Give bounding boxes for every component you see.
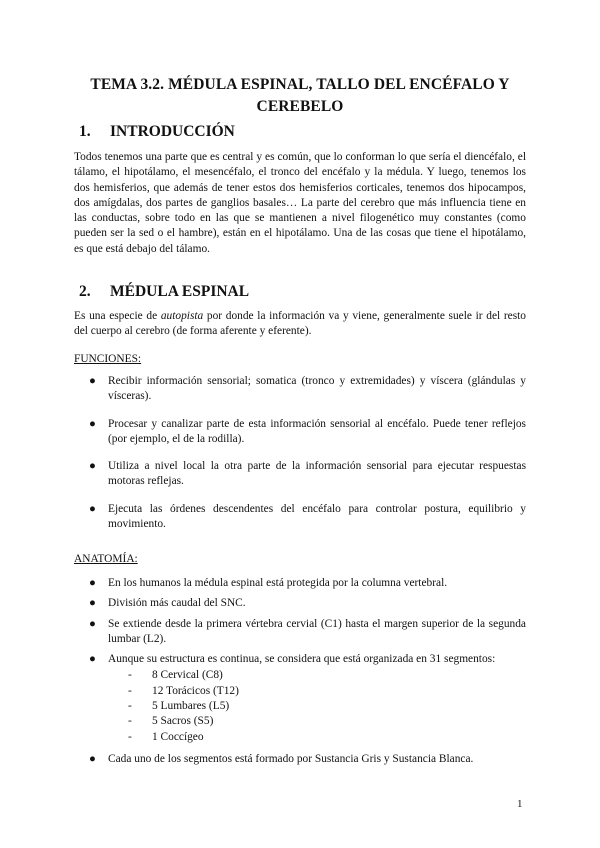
list-item <box>74 374 526 405</box>
dash-marker: - <box>128 684 132 697</box>
list-item-text: División más caudal del SNC. <box>108 597 246 610</box>
anatomia-label: ANATOMÍA: <box>74 553 138 565</box>
bullet-icon: ● <box>89 417 96 430</box>
list-item <box>74 502 526 533</box>
section-heading-text: MÉDULA ESPINAL <box>110 283 250 300</box>
section-number: 1. <box>79 123 91 140</box>
segment-text: 5 Lumbares (L5) <box>152 700 230 713</box>
intro-paragraph: Todos tenemos una parte que es central y es común, que lo conforman lo que sería el diencéfalo, el tálamo, el hipotálamo, el mesencéfalo, el tronco del encéfalo y la médula. Y luego, tenemos los dos hemisferios, que además de tener estos dos hemisferios corticales, tenemos dos hipocampos, dos amígdalas, dos partes de ganglios basales… La parte del cerebro que más influencia tiene en las conductas, sobre todo en las que se mantienen a nivel filogenético muy constantes (como pueden ser la sed o el hambre), están en el hipotálamo. Una de las cosas que tiene el hipotálamo, es que está debajo del tálamo. <box>74 151 526 255</box>
segment-item <box>128 668 526 683</box>
list-item-text: Procesar y canalizar parte de esta información sensorial al encéfalo. Puede tener reflejos (por ejemplo, el de la rodilla). <box>108 417 526 445</box>
segment-text: 12 Torácicos (T12) <box>152 684 239 697</box>
list-item-text: Aunque su estructura es continua, se considera que está organizada en 31 segmentos: <box>108 653 496 666</box>
bullet-icon: ● <box>89 597 96 610</box>
document-title: TEMA 3.2. MÉDULA ESPINAL, TALLO DEL ENCÉFALO Y CEREBELO <box>90 76 510 115</box>
section-heading-medula-espinal <box>79 282 249 302</box>
list-item-text: Recibir información sensorial; somatica (tronco y extremidades) y víscera (glándulas y vísceras). <box>108 375 526 403</box>
paragraph-text: Es una especie de <box>74 310 161 322</box>
segment-text: 8 Cervical (C8) <box>152 669 223 682</box>
section-heading-introduccion <box>79 122 235 142</box>
list-item <box>74 459 526 490</box>
emphasis-autopista: autopista <box>160 310 204 322</box>
list-item-text: Ejecuta las órdenes descendentes del encéfalo para controlar postura, equilibrio y movimiento. <box>108 502 526 531</box>
list-item <box>74 417 526 448</box>
paragraph-text: por donde la información va y viene, generalmente suele ir del resto del cuerpo al cerebro (de forma aferente y eferente). <box>74 310 527 338</box>
bullet-icon: ● <box>89 577 96 589</box>
bullet-icon: ● <box>89 375 96 387</box>
list-item <box>74 576 526 591</box>
page-number: 1 <box>517 798 523 810</box>
segment-item <box>128 714 526 729</box>
dash-marker: - <box>128 730 132 743</box>
list-item-text: Se extiende desde la primera vértebra cervial (C1) hasta el margen superior de la segunda lumbar (L2). <box>108 617 526 645</box>
list-item <box>74 617 526 648</box>
funciones-label: FUNCIONES: <box>74 353 142 365</box>
dash-marker: - <box>128 669 132 682</box>
list-item-text: Cada uno de los segmentos está formado por Sustancia Gris y Sustancia Blanca. <box>108 752 474 765</box>
section-heading-text: INTRODUCCIÓN <box>110 123 235 140</box>
segment-item <box>128 684 526 699</box>
segment-text: 5 Sacros (S5) <box>152 715 214 728</box>
bullet-icon: ● <box>89 653 96 666</box>
dash-marker: - <box>128 715 132 728</box>
dash-marker: - <box>128 700 132 713</box>
list-item <box>74 752 526 767</box>
segment-list <box>128 668 526 744</box>
section-number: 2. <box>79 283 91 300</box>
list-item <box>74 596 526 611</box>
segment-item <box>128 699 526 714</box>
segment-item <box>128 730 526 745</box>
list-item <box>74 652 526 745</box>
bullet-icon: ● <box>89 502 96 515</box>
medula-paragraph <box>74 309 526 340</box>
anatomia-list <box>74 576 526 767</box>
funciones-list <box>74 374 526 532</box>
list-item-text: En los humanos la médula espinal está protegida por la columna vertebral. <box>108 577 448 589</box>
segment-text: 1 Coccígeo <box>152 730 204 743</box>
bullet-icon: ● <box>89 460 96 473</box>
bullet-icon: ● <box>89 617 96 630</box>
list-item-text: Utiliza a nivel local la otra parte de la información sensorial para ejecutar respuestas motoras reflejas. <box>108 460 526 488</box>
bullet-icon: ● <box>89 752 96 765</box>
